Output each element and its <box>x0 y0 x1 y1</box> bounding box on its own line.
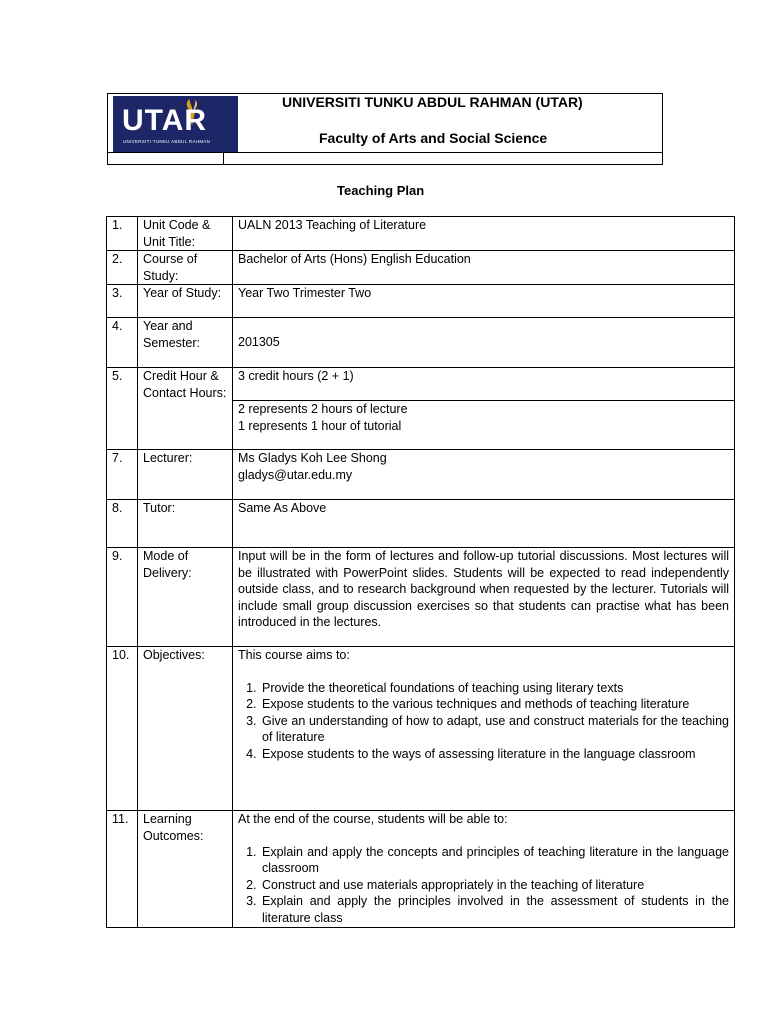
teaching-plan-table <box>106 216 735 928</box>
row-value-detail <box>233 401 735 450</box>
row-value: Same As Above <box>233 500 735 548</box>
objectives-list <box>238 680 729 763</box>
list-item: 1. Provide the theoretical foundations of teaching using literary texts <box>260 680 729 697</box>
row-number: 4. <box>107 318 138 368</box>
list-item: 1. Explain and apply the concepts and principles of teaching literature in the language classroom <box>260 844 729 877</box>
lecturer-email: gladys@utar.edu.my <box>238 467 353 482</box>
logo-subtext: UNIVERSITI TUNKU ABDUL RAHMAN <box>123 139 211 144</box>
table-row <box>107 217 735 251</box>
table-row <box>107 811 735 928</box>
row-label: Year and Semester: <box>138 318 233 368</box>
row-label: Unit Code & Unit Title: <box>138 217 233 251</box>
row-number: 9. <box>107 548 138 647</box>
row-value: Year Two Trimester Two <box>233 285 735 318</box>
header-divider <box>108 152 662 153</box>
row-label: Credit Hour & Contact Hours: <box>138 368 233 450</box>
detail-line: 2 represents 2 hours of lecture <box>238 402 408 416</box>
header-divider-vertical <box>223 152 224 164</box>
table-row <box>107 318 735 368</box>
row-value <box>233 647 735 811</box>
lecturer-name: Ms Gladys Koh Lee Shong <box>238 451 387 465</box>
list-item: 3. Explain and apply the principles involved in the assessment of students in the literature class <box>260 893 729 926</box>
row-value: 201305 <box>233 318 735 368</box>
row-number: 10. <box>107 647 138 811</box>
table-row <box>107 548 735 647</box>
row-number: 1. <box>107 217 138 251</box>
detail-line: 1 represents 1 hour of tutorial <box>238 418 402 433</box>
table-row <box>107 450 735 500</box>
list-item: 2. Construct and use materials appropriately in the teaching of literature <box>260 877 729 894</box>
row-value <box>233 811 735 928</box>
outcomes-list <box>238 844 729 927</box>
utar-logo <box>113 96 238 153</box>
table-row <box>107 251 735 285</box>
objectives-intro: This course aims to: <box>238 648 350 662</box>
table-row <box>107 500 735 548</box>
row-value <box>233 450 735 500</box>
faculty-name: Faculty of Arts and Social Science <box>319 130 548 146</box>
row-value: Bachelor of Arts (Hons) English Education <box>233 251 735 285</box>
row-number: 11. <box>107 811 138 928</box>
row-label: Year of Study: <box>138 285 233 318</box>
row-label: Learning Outcomes: <box>138 811 233 928</box>
row-value: Input will be in the form of lectures and follow-up tutorial discussions. Most lectures will be illustrated with PowerPoint slides. Students will be expected to read independently outside class, and to research background when requested by the lecturer. Tutorials will include small group discussion exercises so that students can practise what has been introduced in the lectures. <box>233 548 735 647</box>
outcomes-intro: At the end of the course, students will be able to: <box>238 812 508 826</box>
row-value: 3 credit hours (2 + 1) <box>233 368 735 401</box>
row-number: 7. <box>107 450 138 500</box>
row-label: Lecturer: <box>138 450 233 500</box>
row-number: 3. <box>107 285 138 318</box>
row-label: Tutor: <box>138 500 233 548</box>
row-label: Course of Study: <box>138 251 233 285</box>
row-label: Objectives: <box>138 647 233 811</box>
logo-text: UTAR <box>122 104 208 137</box>
list-item: 3. Give an understanding of how to adapt, use and construct materials for the teaching of literature <box>260 713 729 746</box>
row-number: 8. <box>107 500 138 548</box>
document-title: Teaching Plan <box>337 183 425 198</box>
list-item: 2. Expose students to the various techniques and methods of teaching literature <box>260 696 729 713</box>
table-row <box>107 285 735 318</box>
row-label: Mode of Delivery: <box>138 548 233 647</box>
table-row <box>107 368 735 401</box>
list-item: 4. Expose students to the ways of assessing literature in the language classroom <box>260 746 729 763</box>
university-name: UNIVERSITI TUNKU ABDUL RAHMAN (UTAR) <box>282 94 583 110</box>
row-value: UALN 2013 Teaching of Literature <box>233 217 735 251</box>
table-row <box>107 647 735 811</box>
row-number: 5. <box>107 368 138 450</box>
row-number: 2. <box>107 251 138 285</box>
